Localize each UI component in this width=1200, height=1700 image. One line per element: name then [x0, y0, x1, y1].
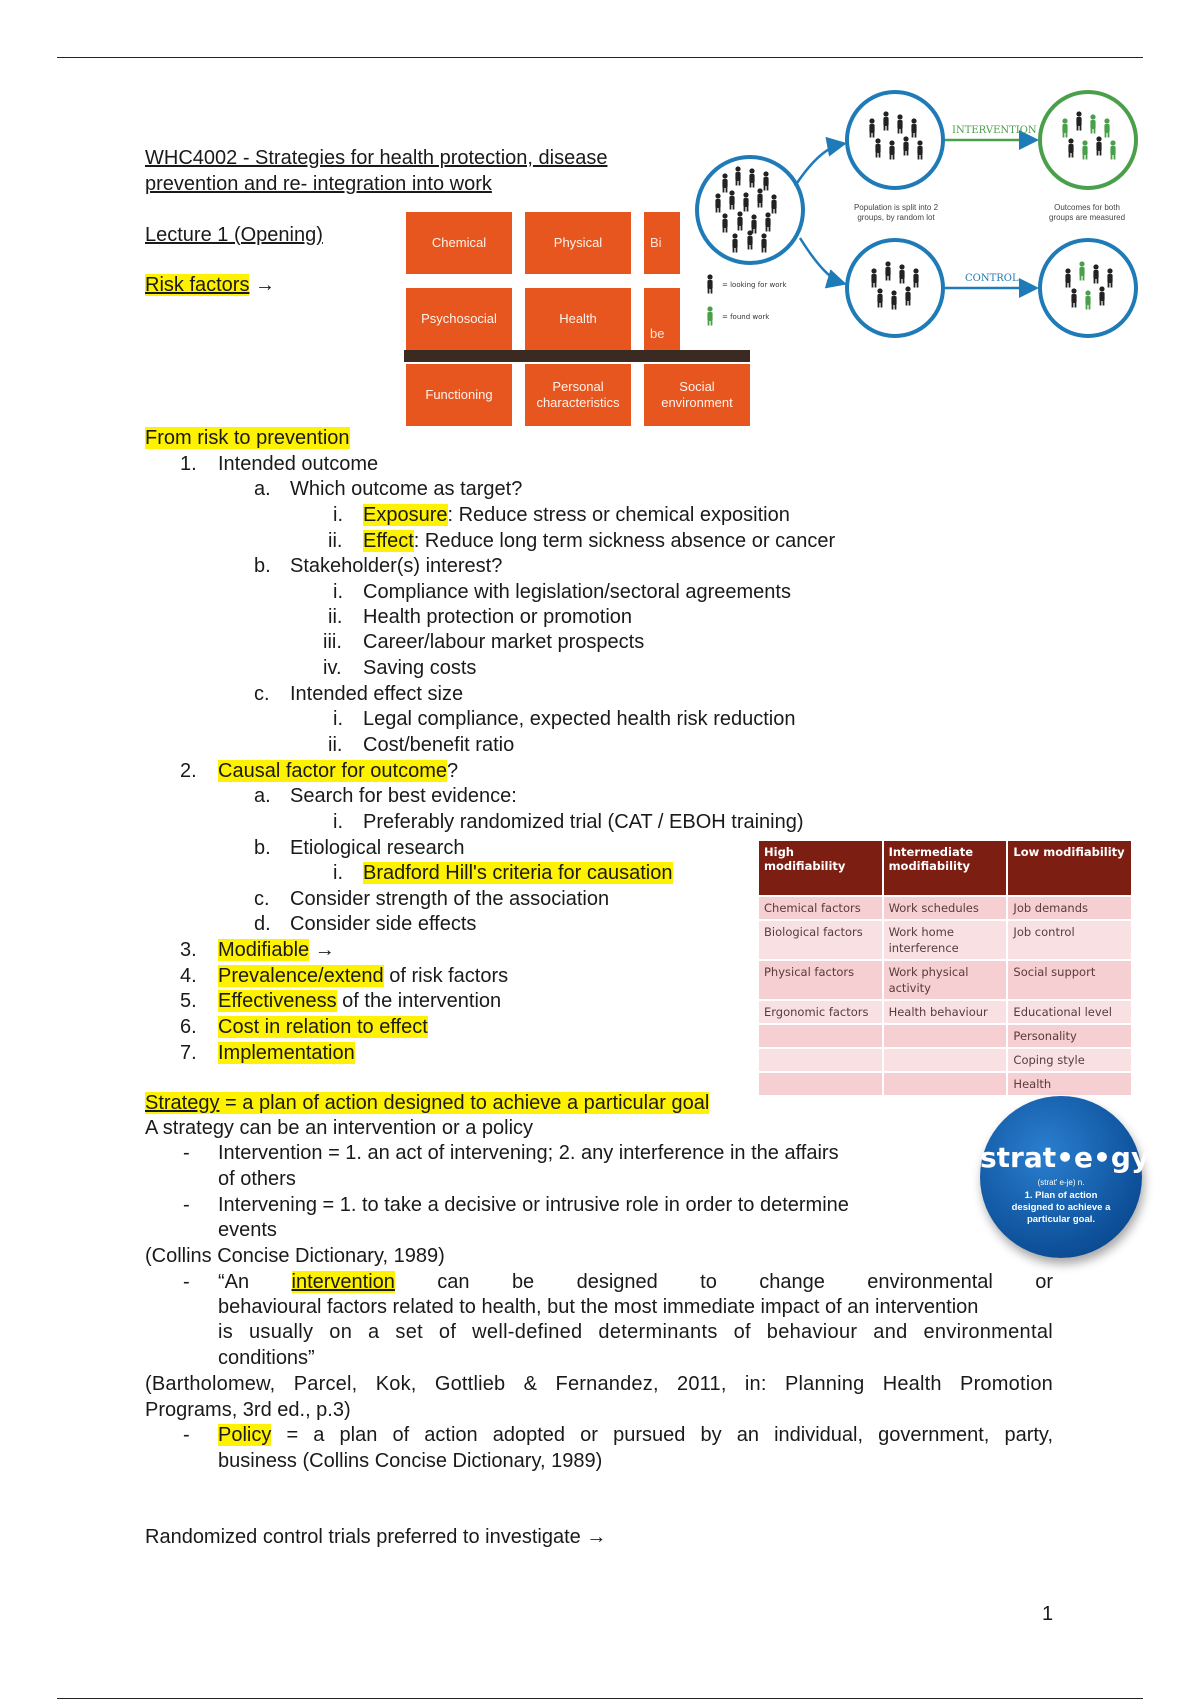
quote-line-3: is usually on a set of well-defined determinants of behaviour and environmental — [218, 1321, 1053, 1343]
control-outcome-icon — [1040, 240, 1136, 336]
list-item: d. — [254, 913, 271, 935]
table-header: High modifiability — [758, 840, 883, 896]
svg-text:= looking for work: = looking for work — [722, 281, 787, 289]
list-item: a. — [254, 785, 271, 807]
list-item: Bradford Hill's criteria for causation — [363, 862, 673, 884]
table-cell — [883, 1072, 1008, 1096]
list-item: b. — [254, 555, 271, 577]
intervention-group-icon — [847, 92, 943, 188]
tile-personal-characteristics: Personal characteristics — [525, 364, 631, 426]
list-item: Cost in relation to effect — [218, 1016, 428, 1038]
svg-text:= found work: = found work — [722, 313, 770, 321]
list-item: Intended effect size — [290, 683, 464, 705]
list-item: Consider side effects — [290, 913, 477, 935]
policy-definition: Policy = a plan of action adopted or pursued by an individual, government, party, — [218, 1424, 1053, 1446]
list-item: 6. — [180, 1016, 197, 1038]
table-cell — [758, 1048, 883, 1072]
strategy-line: A strategy can be an intervention or a policy — [145, 1117, 534, 1139]
quote-line-1: “An intervention can be designed to change environmental or — [218, 1271, 1053, 1293]
tile-background — [404, 350, 750, 362]
intervention-definition: Intervention = 1. an act of intervening; 2. any interference in the affairs — [218, 1142, 839, 1164]
table-cell: Educational level — [1007, 1000, 1132, 1024]
quote-line-4: conditions” — [218, 1347, 315, 1369]
list-item: Career/labour market prospects — [363, 631, 645, 653]
tile-psychosocial: Psychosocial — [406, 288, 512, 350]
rct-line: Randomized control trials preferred to investigate → — [145, 1526, 607, 1548]
list-item: Consider strength of the association — [290, 888, 610, 910]
list-item: Legal compliance, expected health risk reduction — [363, 708, 796, 730]
list-item: 3. — [180, 939, 197, 961]
intervening-definition: Intervening = 1. to take a decisive or intrusive role in order to determine — [218, 1194, 849, 1216]
table-row — [758, 896, 1132, 920]
intervention-outcome-icon — [1040, 92, 1136, 188]
control-label: CONTROL — [965, 273, 1019, 284]
table-cell: Physical factors — [758, 960, 883, 1000]
tile-biological-partial: Bi — [644, 212, 680, 274]
list-item: Which outcome as target? — [290, 478, 523, 500]
top-rule — [57, 57, 1143, 58]
table-cell: Work home interference — [883, 920, 1008, 960]
table-cell: Ergonomic factors — [758, 1000, 883, 1024]
intervening-definition-cont: events — [218, 1219, 277, 1241]
prevention-heading: From risk to prevention — [145, 427, 350, 449]
list-item: Exposure: Reduce stress or chemical exposition — [363, 504, 790, 526]
list-item: Causal factor for outcome? — [218, 760, 459, 782]
tile-functioning: Functioning — [406, 364, 512, 426]
badge-pronunciation: (strat' e-je) n. — [1037, 1178, 1085, 1187]
table-cell: Health behaviour — [883, 1000, 1008, 1024]
table-cell: Personality — [1007, 1024, 1132, 1048]
list-item: i. — [333, 581, 343, 603]
table-cell — [883, 1048, 1008, 1072]
quote-line-2: behavioural factors related to health, but the most immediate impact of an intervention — [218, 1296, 979, 1318]
list-item: ii. — [328, 734, 343, 756]
list-item: Cost/benefit ratio — [363, 734, 515, 756]
table-row — [758, 1000, 1132, 1024]
table-cell — [758, 1072, 883, 1096]
list-item: ii. — [328, 606, 343, 628]
modifiability-table — [757, 839, 1133, 1097]
bullet-marker: - — [183, 1142, 190, 1164]
table-header: Low modifiability — [1007, 840, 1132, 896]
risk-factors-label: Risk factors — [145, 274, 250, 296]
list-item: 5. — [180, 990, 197, 1012]
course-title-line1: WHC4002 - Strategies for health protection, disease — [145, 147, 608, 169]
outcome-caption: Outcomes for both groups are measured — [1048, 203, 1126, 222]
legend-found — [707, 306, 770, 325]
arrow-icon — [795, 144, 842, 186]
table-cell: Chemical factors — [758, 896, 883, 920]
list-item: a. — [254, 478, 271, 500]
list-item: 4. — [180, 965, 197, 987]
table-row — [758, 920, 1132, 960]
list-item: Implementation — [218, 1042, 355, 1064]
list-item: Etiological research — [290, 837, 465, 859]
lecture-title: Lecture 1 (Opening) — [145, 224, 323, 246]
intervention-label: INTERVENTION — [952, 125, 1037, 136]
strategy-definition: Strategy = a plan of action designed to achieve a particular goal — [145, 1092, 710, 1114]
list-item: 2. — [180, 760, 197, 782]
list-item: i. — [333, 862, 343, 884]
list-item: 1. — [180, 453, 197, 475]
list-item: b. — [254, 837, 271, 859]
bullet-marker: - — [183, 1424, 190, 1446]
bartholomew-citation-cont: Programs, 3rd ed., p.3) — [145, 1399, 351, 1421]
bottom-rule — [57, 1698, 1143, 1699]
policy-definition-cont: business (Collins Concise Dictionary, 1989) — [218, 1450, 603, 1472]
table-row — [758, 960, 1132, 1000]
list-item: 7. — [180, 1042, 197, 1064]
list-item: Health protection or promotion — [363, 606, 633, 628]
list-item: c. — [254, 888, 270, 910]
list-item: Effect: Reduce long term sickness absence or cancer — [363, 530, 836, 552]
list-item: Compliance with legislation/sectoral agreements — [363, 581, 791, 603]
list-item: i. — [333, 708, 343, 730]
bullet-marker: - — [183, 1271, 190, 1293]
table-header-row — [758, 840, 1132, 896]
population-group-icon — [697, 157, 803, 263]
table-header: Intermediate modifiability — [883, 840, 1008, 896]
table-cell — [758, 1024, 883, 1048]
table-row — [758, 1048, 1132, 1072]
list-item: i. — [333, 504, 343, 526]
tile-physical: Physical — [525, 212, 631, 274]
list-item: Prevalence/extend of risk factors — [218, 965, 509, 987]
intervention-definition-cont: of others — [218, 1168, 296, 1190]
badge-word: strat•e•gy — [980, 1141, 1150, 1174]
arrow-icon — [800, 238, 842, 283]
table-cell: Health — [1007, 1072, 1132, 1096]
list-item: Effectiveness of the intervention — [218, 990, 502, 1012]
table-cell: Work schedules — [883, 896, 1008, 920]
list-item: Preferably randomized trial (CAT / EBOH training) — [363, 811, 804, 833]
bartholomew-citation: (Bartholomew, Parcel, Kok, Gottlieb & Fernandez, 2011, in: Planning Health Promotion — [145, 1373, 1053, 1395]
page-number: 1 — [1042, 1603, 1054, 1625]
table-cell: Biological factors — [758, 920, 883, 960]
list-item: Search for best evidence: — [290, 785, 517, 807]
list-item: ii. — [328, 530, 343, 552]
table-cell: Work physical activity — [883, 960, 1008, 1000]
badge-definition: 1. Plan of action designed to achieve a particular goal. — [1011, 1190, 1111, 1225]
list-item: Stakeholder(s) interest? — [290, 555, 503, 577]
table-row — [758, 1024, 1132, 1048]
strategy-badge — [980, 1096, 1150, 1258]
list-item: iv. — [323, 657, 342, 679]
table-cell: Job demands — [1007, 896, 1132, 920]
population-caption: Population is split into 2 groups, by random lot — [853, 203, 939, 222]
tile-social-environment: Social environment — [644, 364, 750, 426]
risk-factors-heading — [145, 272, 275, 298]
collins-citation: (Collins Concise Dictionary, 1989) — [145, 1245, 445, 1267]
table-row — [758, 1072, 1132, 1096]
list-item: Intended outcome — [218, 453, 379, 475]
list-item: Modifiable → — [218, 939, 335, 961]
legend-looking — [707, 274, 787, 293]
bullet-marker: - — [183, 1194, 190, 1216]
table-cell: Coping style — [1007, 1048, 1132, 1072]
table-cell — [883, 1024, 1008, 1048]
table-cell: Job control — [1007, 920, 1132, 960]
list-item: c. — [254, 683, 270, 705]
control-group-icon — [847, 240, 943, 336]
list-item: Saving costs — [363, 657, 477, 679]
list-item: i. — [333, 811, 343, 833]
arrow-icon: → — [255, 274, 276, 296]
list-item: iii. — [323, 631, 342, 653]
course-title-line2: prevention and re- integration into work — [145, 173, 492, 195]
tile-health: Health — [525, 288, 631, 350]
table-cell: Social support — [1007, 960, 1132, 1000]
tile-chemical: Chemical — [406, 212, 512, 274]
tile-behaviour-partial: be — [644, 288, 680, 350]
